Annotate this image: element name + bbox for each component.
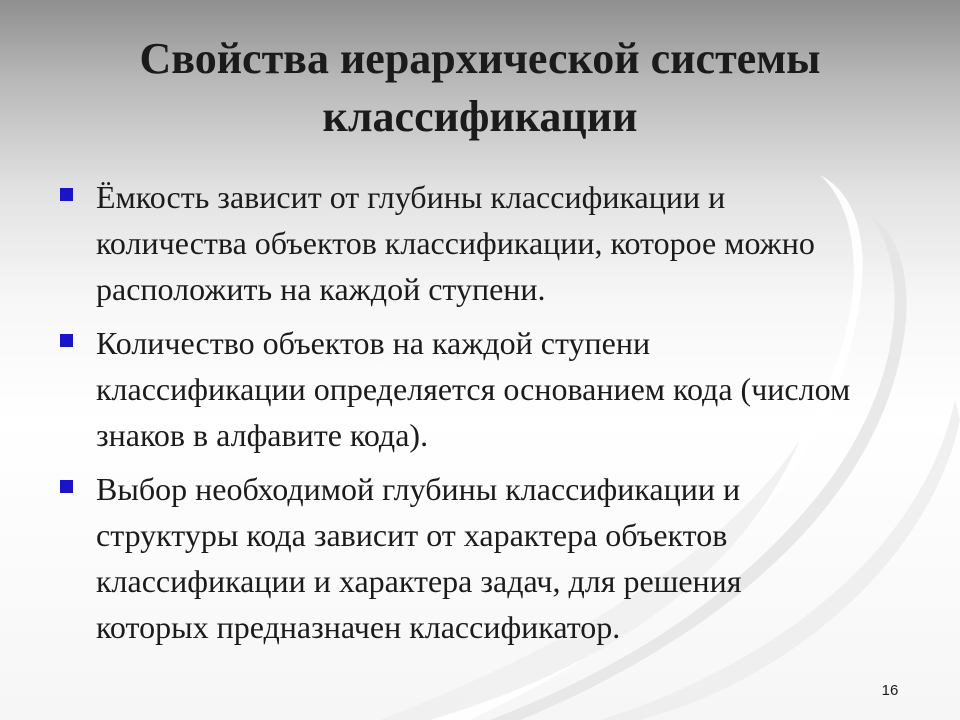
slide-number: 16	[881, 682, 899, 699]
bullet-item	[58, 174, 858, 312]
bullet-list	[58, 174, 858, 658]
bullet-square-icon	[60, 480, 73, 493]
bullet-square-icon	[60, 334, 73, 347]
bullet-text: Количество объектов на каждой ступени классификации определяется основанием кода (числом знаков в алфавите кода).	[96, 325, 851, 453]
bullet-item	[58, 320, 858, 458]
slide-title-line-1: Свойства иерархической системы	[139, 34, 821, 83]
bullet-square-icon	[60, 188, 73, 201]
slide-title-line-2: классификации	[322, 92, 638, 141]
bullet-text: Выбор необходимой глубины классификации и структуры кода зависит от характера объектов классификации и характера задач, для решения которых предназначен классификатор.	[96, 471, 742, 645]
bullet-text: Ёмкость зависит от глубины классификации и количества объектов классификации, которое можно расположить на каждой ступени.	[96, 179, 815, 307]
slide-title	[40, 30, 920, 146]
bullet-item	[58, 466, 858, 650]
